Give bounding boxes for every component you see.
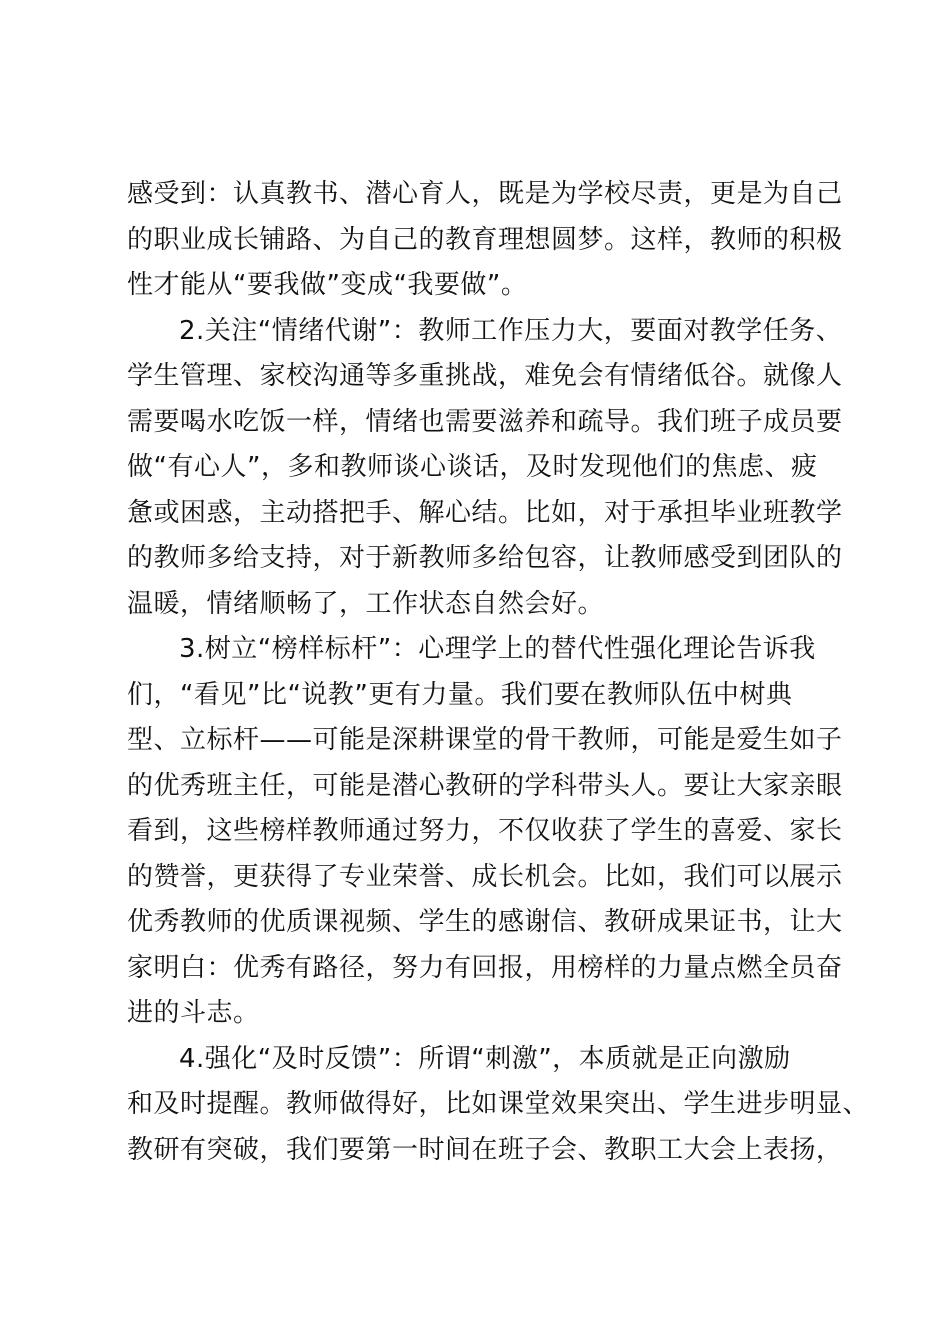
paragraph-4-heading-line: 4.强化“及时反馈”：所谓“刺激”，本质就是正向激励 — [179, 1043, 791, 1074]
text-line: 和及时提醒。教师做得好，比如课堂效果突出、学生进步明显、 — [127, 1089, 870, 1119]
text-line: 惫或困惑，主动搭把手、解心结。比如，对于承担毕业班教学 — [127, 497, 843, 528]
text-line: 进的斗志。 — [127, 998, 260, 1028]
text-line: 性才能从“要我做”变成“我要做”。 — [127, 270, 528, 300]
text-line: 做“有心人”，多和教师谈心谈话，及时发现他们的焦虑、疲 — [127, 452, 818, 482]
text-line: 温暖，情绪顺畅了，工作状态自然会好。 — [127, 588, 605, 619]
text-line: 的职业成长铺路、为自己的教育理想圆梦。这样，教师的积极 — [127, 224, 843, 255]
text-line: 的赞誉，更获得了专业荣誉、成长机会。比如，我们可以展示 — [127, 861, 843, 892]
paragraph-3-heading-line: 3.树立“榜样标杆”：心理学上的替代性强化理论告诉我 — [179, 634, 816, 664]
text-line: 型、立标杆——可能是深耕课堂的骨干教师，可能是爱生如子 — [127, 725, 843, 755]
text-line: 学生管理、家校沟通等多重挑战，难免会有情绪低谷。就像人 — [127, 361, 843, 391]
text-line: 家明白：优秀有路径，努力有回报，用榜样的力量点燃全员奋 — [127, 952, 843, 983]
text-line: 看到，这些榜样教师通过努力，不仅收获了学生的喜爱、家长 — [127, 816, 843, 846]
text-line: 的教师多给支持，对于新教师多给包容，让教师感受到团队的 — [127, 543, 843, 573]
text-line: 教研有突破，我们要第一时间在班子会、教职工大会上表扬， — [127, 1134, 843, 1165]
text-line: 感受到：认真教书、潜心育人，既是为学校尽责，更是为自己 — [127, 179, 843, 209]
body-text — [127, 172, 870, 1173]
text-line: 们，“看见”比“说教”更有力量。我们要在教师队伍中树典 — [127, 679, 793, 710]
text-line: 需要喝水吃饭一样，情绪也需要滋养和疏导。我们班子成员要 — [127, 406, 843, 437]
text-line: 的优秀班主任，可能是潜心教研的学科带头人。要让大家亲眼 — [127, 770, 843, 801]
paragraph-2-heading-line: 2.关注“情绪代谢”：教师工作压力大，要面对教学任务、 — [179, 315, 843, 346]
text-line: 优秀教师的优质课视频、学生的感谢信、教研成果证书，让大 — [127, 907, 843, 937]
